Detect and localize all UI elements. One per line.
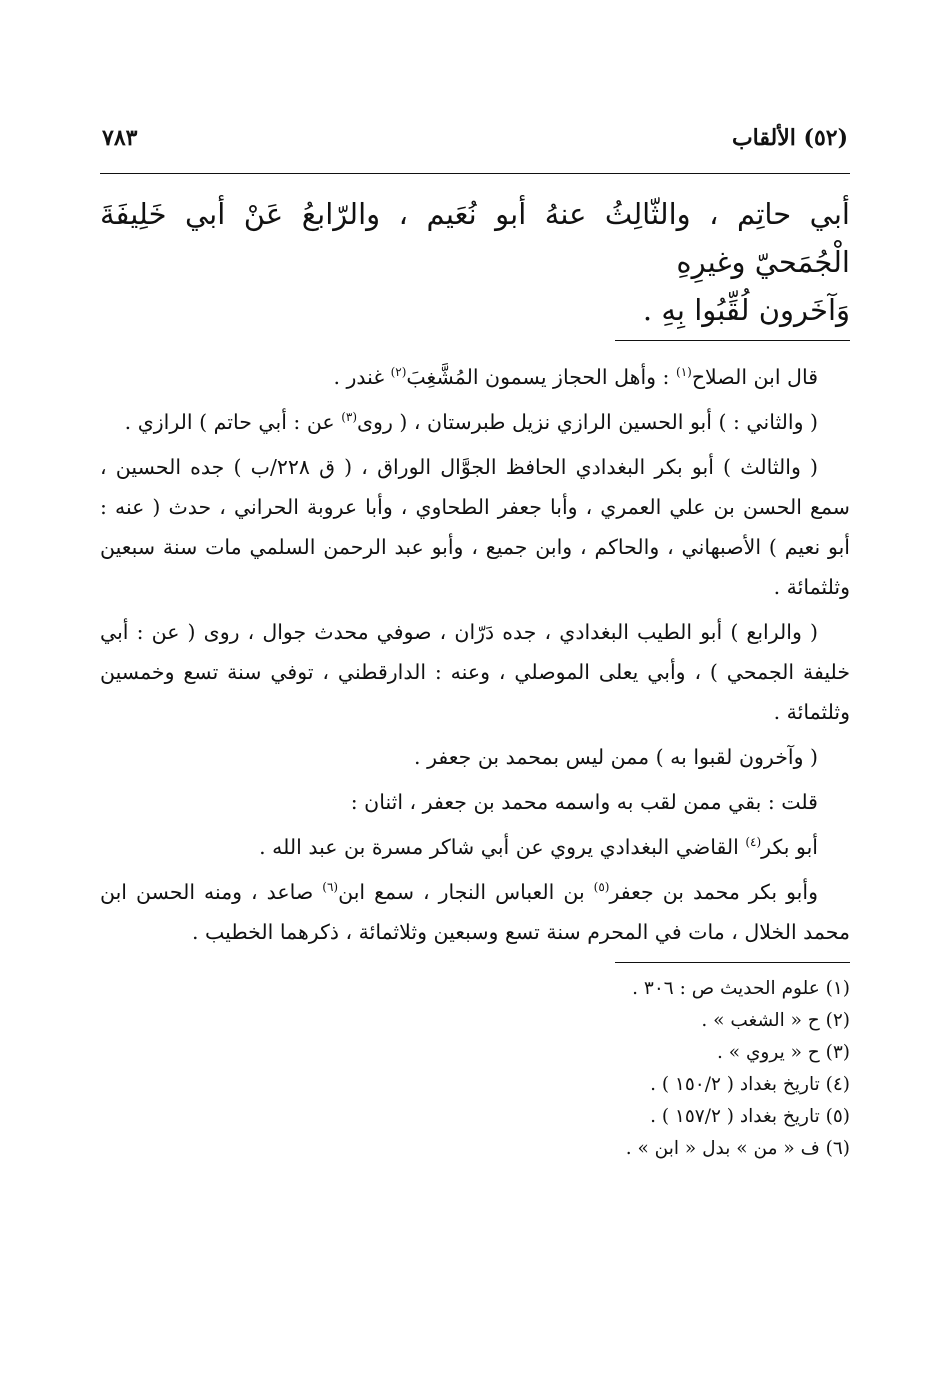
- footnote-ref-4: (٤): [745, 835, 762, 850]
- book-page: [100, 125, 850, 1165]
- chapter-title: (٥٢) الألقاب: [731, 125, 848, 151]
- main-text-divider: [615, 340, 850, 341]
- commentary: [100, 357, 850, 952]
- commentary-paragraph-1: قال ابن الصلاح$^{(١)}$ : وأهل الحجاز يسمون المُشَّغِبَ$^{(٢)}$ غندر .: [333, 365, 818, 389]
- footnote-2: (٢) ح « الشغب » .: [701, 1010, 850, 1031]
- commentary-paragraph-2: ( والثاني : ) أبو الحسين الرازي نزيل طبرستان ، ( روى$^{(٣)}$ عن : أبي حاتم ) الرازي .: [124, 410, 818, 434]
- page-number: ٧٨٣: [102, 125, 138, 151]
- footnote-3: (٣) ح « يروي » .: [716, 1042, 850, 1063]
- footnote-4: (٤) تاريخ بغداد ( ١٥٠/٢ ) .: [650, 1074, 850, 1095]
- commentary-paragraph-8: وأبو بكر محمد بن جعفر$^{(٥)}$ بن العباس النجار ، سمع ابن$^{(٦)}$ صاعد ، ومنه الحسن ابن محمد الخلال ، مات في المحرم سنة تسع وسبعين وثلاثمائة ، ذكرهما الخطيب .: [100, 880, 850, 944]
- footnote-ref-3: (٣): [341, 410, 358, 425]
- commentary-paragraph-5: ( وآخرون لقبوا به ) ممن ليس بمحمد بن جعفر .: [414, 745, 818, 769]
- footnote-5: (٥) تاريخ بغداد ( ١٥٧/٢ ) .: [650, 1106, 850, 1127]
- main-text: [100, 190, 850, 334]
- commentary-paragraph-6: قلت : بقي ممن لقب به واسمه محمد بن جعفر ، اثنان :: [350, 790, 818, 814]
- page-header: [100, 125, 850, 174]
- main-text-line-1: أبي حاتِم ، والثّالِثُ عنهُ أبو نُعَيم ، والرّابعُ عَنْ أبي خَلِيفَةَ الْجُمَحيّ وغيرِهِ: [100, 197, 850, 279]
- footnote-1: (١) علوم الحديث ص : ٣٠٦ .: [632, 978, 850, 999]
- footnote-ref-6: (٦): [322, 880, 339, 895]
- footnote-ref-1: (١): [676, 365, 692, 380]
- main-text-line-2: وَآخَرون لُقِّبُوا بِهِ .: [642, 293, 850, 327]
- footnotes: [100, 973, 850, 1165]
- footnote-6: (٦) ف « من » بدل « ابن » .: [625, 1138, 850, 1159]
- commentary-paragraph-3: ( والثالث ) أبو بكر البغدادي الحافظ الجوَّال الوراق ، ( ق ٢٢٨/ب ) جده الحسين ، سمع الحسن بن علي العمري ، وأبا جعفر الطحاوي ، وأبا عروبة الحراني ، حدث ( عنه : أبو نعيم ) الأصبهاني ، والحاكم ، وابن جميع ، وأبو عبد الرحمن السلمي مات سنة سبعين وثلثمائة .: [100, 455, 850, 599]
- footnote-ref-2: (٢): [390, 365, 407, 380]
- commentary-paragraph-4: ( والرابع ) أبو الطيب البغدادي ، جده دَرّان ، صوفي محدث جوال ، روى ( عن : أبي خليفة الجمحي ) ، وأبي يعلى الموصلي ، وعنه : الدارقطني ، توفي سنة تسع وخمسين وثلثمائة .: [100, 620, 850, 724]
- footnote-ref-5: (٥): [593, 880, 610, 895]
- commentary-paragraph-7: أبو بكر$^{(٤)}$ القاضي البغدادي يروي عن أبي شاكر مسرة بن عبد الله .: [259, 835, 818, 859]
- footnotes-divider: [615, 962, 850, 963]
